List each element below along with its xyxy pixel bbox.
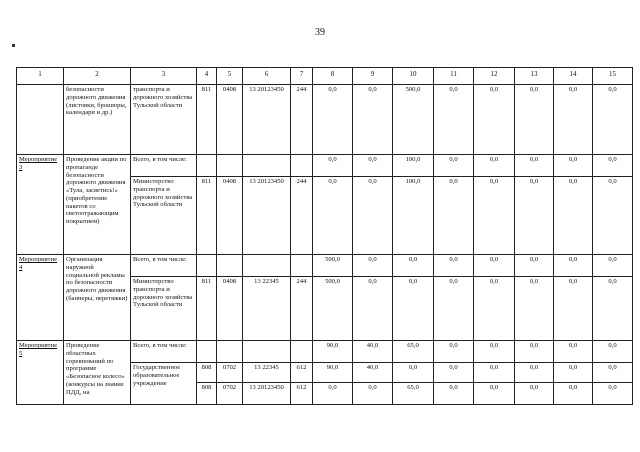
header-cell: 6 [243,68,291,85]
table-cell: Всего, в том числе: [131,155,197,177]
table-cell: 0,0 [353,155,393,177]
table-cell: 0,0 [434,85,474,155]
table-cell: Государственное образовательное учреждение [131,363,197,405]
table-row [17,255,633,277]
table-cell: 0,0 [554,341,593,363]
table-cell: 500,0 [313,277,353,341]
table-cell: транспорта и дорожного хозяйства Тульской области [131,85,197,155]
table-cell [243,341,291,363]
table-cell: безопасности дорожного движения (листовки, брошюры, календари и др.) [64,85,131,155]
table-cell: 0,0 [554,255,593,277]
header-cell: 4 [197,68,217,85]
table-cell: 0,0 [554,155,593,177]
table-cell: 0,0 [554,85,593,155]
table-row [17,155,633,177]
table-cell: 0,0 [554,277,593,341]
table-cell: 0,0 [515,177,554,255]
table-cell: 0,0 [474,341,515,363]
table-cell: 0,0 [474,383,515,405]
table-cell: 0,0 [434,341,474,363]
table-cell: 0,0 [434,383,474,405]
header-cell: 10 [393,68,434,85]
table-cell: Всего, в том числе: [131,341,197,363]
table-cell [291,155,313,177]
table-cell: 0,0 [515,383,554,405]
table-cell: 0,0 [474,255,515,277]
table-cell: 0,0 [593,177,633,255]
table-cell: 0408 [217,277,243,341]
table-cell: 0,0 [515,155,554,177]
header-cell: 12 [474,68,515,85]
header-cell: 9 [353,68,393,85]
table-cell [291,341,313,363]
header-cell: 15 [593,68,633,85]
table-cell: 0,0 [434,277,474,341]
table-cell [197,341,217,363]
activity-link-5[interactable]: Мероприятие 5 [17,341,64,405]
table-cell [291,255,313,277]
table-cell: 0,0 [434,177,474,255]
table-cell: 0,0 [593,341,633,363]
table-cell: 0,0 [474,177,515,255]
table-cell: 0,0 [353,383,393,405]
table-cell: 0,0 [353,277,393,341]
table-cell: 244 [291,177,313,255]
table-cell: 500,0 [393,85,434,155]
table-cell: 100,0 [393,177,434,255]
table-cell: 0,0 [515,341,554,363]
budget-table [16,67,633,405]
table-cell: 0,0 [313,85,353,155]
table-cell: Всего, в том числе: [131,255,197,277]
table-cell: 0,0 [353,255,393,277]
table-cell: 0,0 [474,85,515,155]
table-cell: 612 [291,363,313,383]
table-cell [17,85,64,155]
table-cell: 0,0 [313,177,353,255]
page-number: 39 [315,27,325,38]
table-cell: 0,0 [393,277,434,341]
table-cell: 0,0 [313,383,353,405]
table-cell: 0,0 [554,363,593,383]
table-cell: 0408 [217,85,243,155]
activity-link-4[interactable]: Мероприятие 4 [17,255,64,341]
table-cell: 0702 [217,363,243,383]
table-cell: 100,0 [393,155,434,177]
table-cell: 13 20123450 [243,383,291,405]
header-cell: 5 [217,68,243,85]
table-cell: 244 [291,85,313,155]
table-cell: 40,0 [353,341,393,363]
header-cell: 13 [515,68,554,85]
table-cell: 0,0 [515,255,554,277]
header-cell: 2 [64,68,131,85]
table-cell [197,255,217,277]
table-row [17,85,633,155]
table-cell: 0,0 [515,277,554,341]
table-cell: 0,0 [353,177,393,255]
table-cell: 0,0 [593,277,633,341]
table-cell: 244 [291,277,313,341]
table-cell: 808 [197,363,217,383]
table-cell: 0,0 [474,155,515,177]
table-cell: 0,0 [515,363,554,383]
table-cell: 0,0 [593,255,633,277]
table-cell: 65,0 [393,341,434,363]
table-cell: 90,0 [313,341,353,363]
table-cell: 0,0 [593,85,633,155]
header-cell: 1 [17,68,64,85]
header-cell: 7 [291,68,313,85]
table-cell: 0,0 [393,255,434,277]
table-cell: 0,0 [313,155,353,177]
table-cell: 612 [291,383,313,405]
activity-description: Проведение областных соревнований по программе «Безопасное колесо» (конкурсы на знание ПДД, на [64,341,131,405]
table-cell: 0702 [217,383,243,405]
table-cell: 811 [197,277,217,341]
table-cell: 0,0 [554,383,593,405]
table-cell: 0,0 [554,177,593,255]
table-cell: 0,0 [474,363,515,383]
table-cell: 0,0 [593,155,633,177]
table-cell: 90,0 [313,363,353,383]
table-cell: 0,0 [434,155,474,177]
table-cell: 13 22345 [243,277,291,341]
table-cell [217,341,243,363]
table-cell: 13 20123450 [243,85,291,155]
table-cell: 0,0 [515,85,554,155]
table-cell: 0,0 [434,363,474,383]
table-cell [243,155,291,177]
table-cell: 0,0 [593,383,633,405]
table-cell: 0,0 [393,363,434,383]
header-cell: 8 [313,68,353,85]
activity-description: Проведение акции по пропаганде безопасности дорожного движения «Тула, засветись!» (приобретение пакетов со светоотражающим покрытием) [64,155,131,255]
header-cell: 11 [434,68,474,85]
scan-speck [12,44,15,47]
table-cell: 808 [197,383,217,405]
table-cell: 811 [197,177,217,255]
table-cell: 13 20123450 [243,177,291,255]
table-cell: Министерство транспорта и дорожного хозяйства Тульской области [131,277,197,341]
table-cell: 0408 [217,177,243,255]
activity-description: Организация наружной социальной рекламы по безопасности дорожного движения (баннеры, перетяжки) [64,255,131,341]
table-cell: 0,0 [593,363,633,383]
table-cell [217,155,243,177]
header-cell: 3 [131,68,197,85]
table-cell [197,155,217,177]
table-cell: 0,0 [434,255,474,277]
table-cell: 13 22345 [243,363,291,383]
table-cell [217,255,243,277]
table-cell: 40,0 [353,363,393,383]
table-row [17,341,633,363]
header-row [17,68,633,85]
table-cell: 500,0 [313,255,353,277]
table-cell: 0,0 [353,85,393,155]
table-cell: Министерство транспорта и дорожного хозяйства Тульской области [131,177,197,255]
header-cell: 14 [554,68,593,85]
table-cell: 811 [197,85,217,155]
table-cell [243,255,291,277]
table-cell: 65,0 [393,383,434,405]
table-cell: 0,0 [474,277,515,341]
activity-link-3[interactable]: Мероприятие 3 [17,155,64,255]
